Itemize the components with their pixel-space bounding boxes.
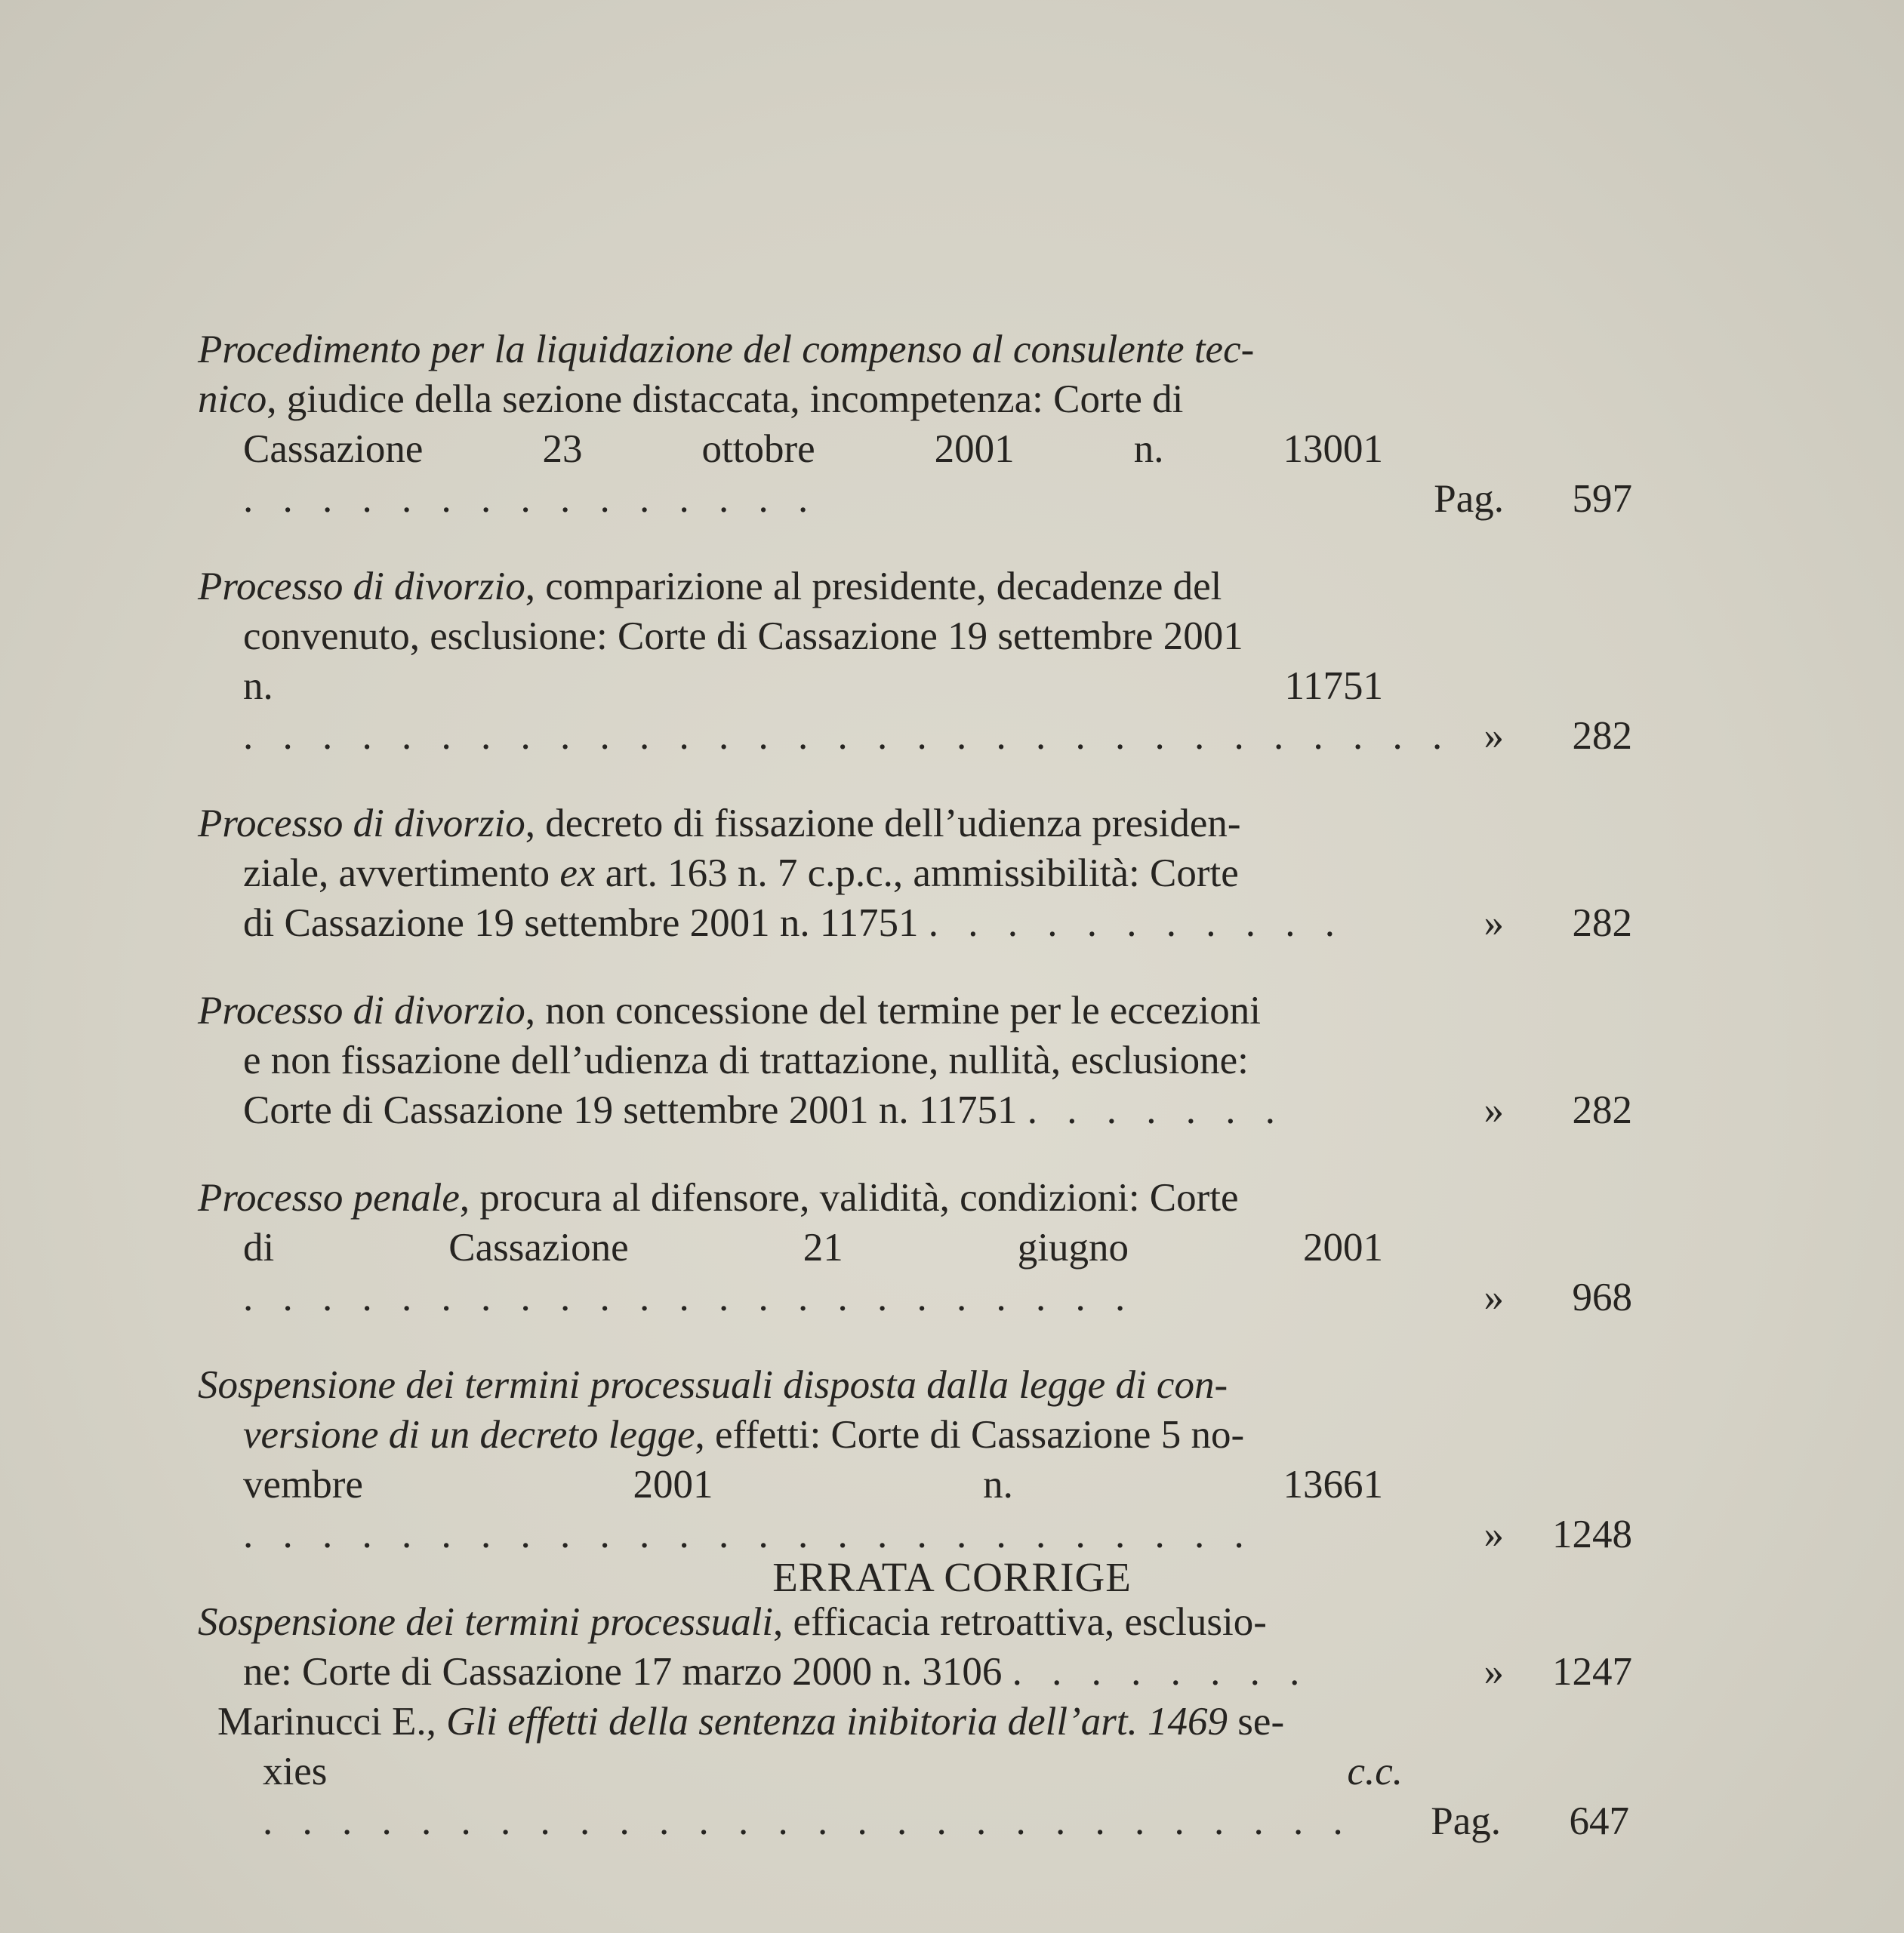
page-reference bbox=[1398, 474, 1632, 524]
entry-description: , non concessione del termine per le eccezioni bbox=[525, 989, 1261, 1033]
entry-topic-continued: nico bbox=[198, 377, 267, 421]
entry-text bbox=[198, 1173, 1383, 1322]
errata-code-abbrev: c.c. bbox=[1347, 1750, 1403, 1793]
page-reference bbox=[1398, 711, 1632, 761]
page-label: » bbox=[1483, 1513, 1504, 1556]
index-entry bbox=[198, 799, 1632, 948]
errata-author: Marinucci E., bbox=[217, 1700, 447, 1744]
entry-text bbox=[198, 799, 1383, 948]
entry-topic: Processo penale bbox=[198, 1176, 460, 1220]
case-index bbox=[198, 325, 1632, 1734]
entry-description: , effetti: Corte di Cassazione 5 no- bbox=[695, 1413, 1245, 1457]
errata-section bbox=[217, 1697, 1629, 1846]
entry-latin-term: ex bbox=[559, 851, 596, 895]
errata-title: Gli effetti della sentenza inibitoria dell’art. 1469 bbox=[446, 1700, 1228, 1744]
entry-citation-line bbox=[198, 1460, 1383, 1559]
entry-citation: vembre 2001 n. 13661 bbox=[243, 1463, 1383, 1507]
entry-description-line: convenuto, esclusione: Corte di Cassazione 19 settembre 2001 bbox=[243, 614, 1243, 658]
entry-description: , procura al difensore, validità, condizioni: Corte bbox=[459, 1176, 1239, 1220]
entry-text bbox=[198, 325, 1383, 524]
entry-description: , decreto di fissazione dell’udienza presiden- bbox=[525, 802, 1241, 845]
page-number: 968 bbox=[1572, 1276, 1632, 1319]
page-number: 597 bbox=[1572, 477, 1632, 521]
entry-citation-line bbox=[198, 1647, 1383, 1697]
dot-leader: . . . . . . . bbox=[1027, 1088, 1285, 1132]
entry-description-line: e non fissazione dell’udienza di trattazione, nullità, esclusione: bbox=[243, 1039, 1249, 1082]
page-number: 282 bbox=[1572, 1088, 1632, 1132]
index-entry bbox=[198, 986, 1632, 1135]
entry-description: , efficacia retroattiva, esclusio- bbox=[773, 1600, 1267, 1644]
page-label: Pag. bbox=[1434, 477, 1504, 521]
dot-leader: . . . . . . . . . . . . . . . . . . . . . . . . . . bbox=[243, 1513, 1254, 1556]
dot-leader: . . . . . . . . . . . . . . . . . . . . . . . . . . . . . . . bbox=[243, 714, 1453, 758]
page-label: » bbox=[1483, 1276, 1504, 1319]
page-label: » bbox=[1483, 1088, 1504, 1132]
entry-citation: di Cassazione 19 settembre 2001 n. 11751 bbox=[243, 901, 919, 945]
dot-leader: . . . . . . . . . . . . . . . . . . . . . . . . . . . . bbox=[263, 1799, 1353, 1843]
page-label: » bbox=[1483, 714, 1504, 758]
entry-text bbox=[198, 986, 1383, 1135]
entry-topic: Sospensione dei termini processuali bbox=[198, 1600, 774, 1644]
entry-text-part: art. 163 n. 7 c.p.c., ammissibilità: Corte bbox=[595, 851, 1239, 895]
page-reference bbox=[1398, 1510, 1632, 1559]
entry-citation: di Cassazione 21 giugno 2001 bbox=[243, 1226, 1383, 1270]
page-number: 1248 bbox=[1552, 1513, 1632, 1556]
entry-topic: Processo di divorzio bbox=[198, 802, 525, 845]
entry-citation-line bbox=[198, 1085, 1383, 1135]
entry-text bbox=[217, 1697, 1403, 1846]
entry-description-line bbox=[198, 1410, 1383, 1460]
index-entry bbox=[198, 562, 1632, 761]
page-number: 282 bbox=[1572, 714, 1632, 758]
page-number: 282 bbox=[1572, 901, 1632, 945]
entry-citation: Corte di Cassazione 19 settembre 2001 n. 11751 bbox=[243, 1088, 1018, 1132]
entry-topic: Processo di divorzio bbox=[198, 565, 525, 608]
errata-heading: ERRATA CORRIGE bbox=[772, 1554, 1132, 1600]
entry-text bbox=[198, 562, 1453, 761]
entry-citation: n. 11751 bbox=[243, 664, 1383, 708]
page-reference bbox=[1398, 1273, 1632, 1322]
entry-citation-line bbox=[198, 898, 1383, 948]
index-entry bbox=[198, 1360, 1632, 1559]
entry-text bbox=[198, 1360, 1383, 1559]
entry-topic: Sospensione dei termini processuali disposta dalla legge di con- bbox=[198, 1363, 1228, 1407]
entry-text bbox=[198, 1597, 1383, 1697]
entry-topic: Processo di divorzio bbox=[198, 989, 525, 1033]
dot-leader: . . . . . . . . . . . bbox=[928, 901, 1345, 945]
page-reference bbox=[1398, 1085, 1632, 1135]
entry-description-line bbox=[198, 848, 1383, 898]
entry-citation: ne: Corte di Cassazione 17 marzo 2000 n. 3106 bbox=[243, 1650, 1003, 1694]
index-entry bbox=[198, 1597, 1632, 1697]
entry-citation-line bbox=[198, 424, 1383, 524]
page-label: » bbox=[1483, 901, 1504, 945]
dot-leader: . . . . . . . . bbox=[1012, 1650, 1310, 1694]
entry-description: , giudice della sezione distaccata, incompetenza: Corte di bbox=[266, 377, 1184, 421]
dot-leader: . . . . . . . . . . . . . . . . . . . . . . . bbox=[243, 1276, 1135, 1319]
page-number: 1247 bbox=[1552, 1650, 1632, 1694]
entry-citation: Cassazione 23 ottobre 2001 n. 13001 bbox=[243, 427, 1383, 471]
index-entry bbox=[198, 1173, 1632, 1322]
page-label: » bbox=[1483, 1650, 1504, 1694]
dot-leader: . . . . . . . . . . . . . . . bbox=[243, 477, 818, 521]
entry-citation-line bbox=[198, 661, 1453, 761]
entry-citation-line bbox=[217, 1747, 1403, 1846]
page-label: Pag. bbox=[1431, 1799, 1501, 1843]
index-entry bbox=[198, 325, 1632, 524]
errata-entry bbox=[217, 1697, 1629, 1846]
entry-topic-continued: versione di un decreto legge bbox=[243, 1413, 695, 1457]
entry-citation-line bbox=[198, 1223, 1383, 1322]
errata-title-continued: xies bbox=[263, 1750, 328, 1793]
page-reference bbox=[1398, 898, 1632, 948]
entry-topic: Procedimento per la liquidazione del compenso al consulente tec- bbox=[198, 328, 1255, 371]
entry-description: , comparizione al presidente, decadenze del bbox=[525, 565, 1222, 608]
entry-text-part: ziale, avvertimento bbox=[243, 851, 560, 895]
page-reference bbox=[1398, 1647, 1632, 1697]
errata-title-rest: se- bbox=[1228, 1700, 1285, 1744]
page-number: 647 bbox=[1569, 1799, 1629, 1843]
page-reference bbox=[1395, 1796, 1629, 1846]
